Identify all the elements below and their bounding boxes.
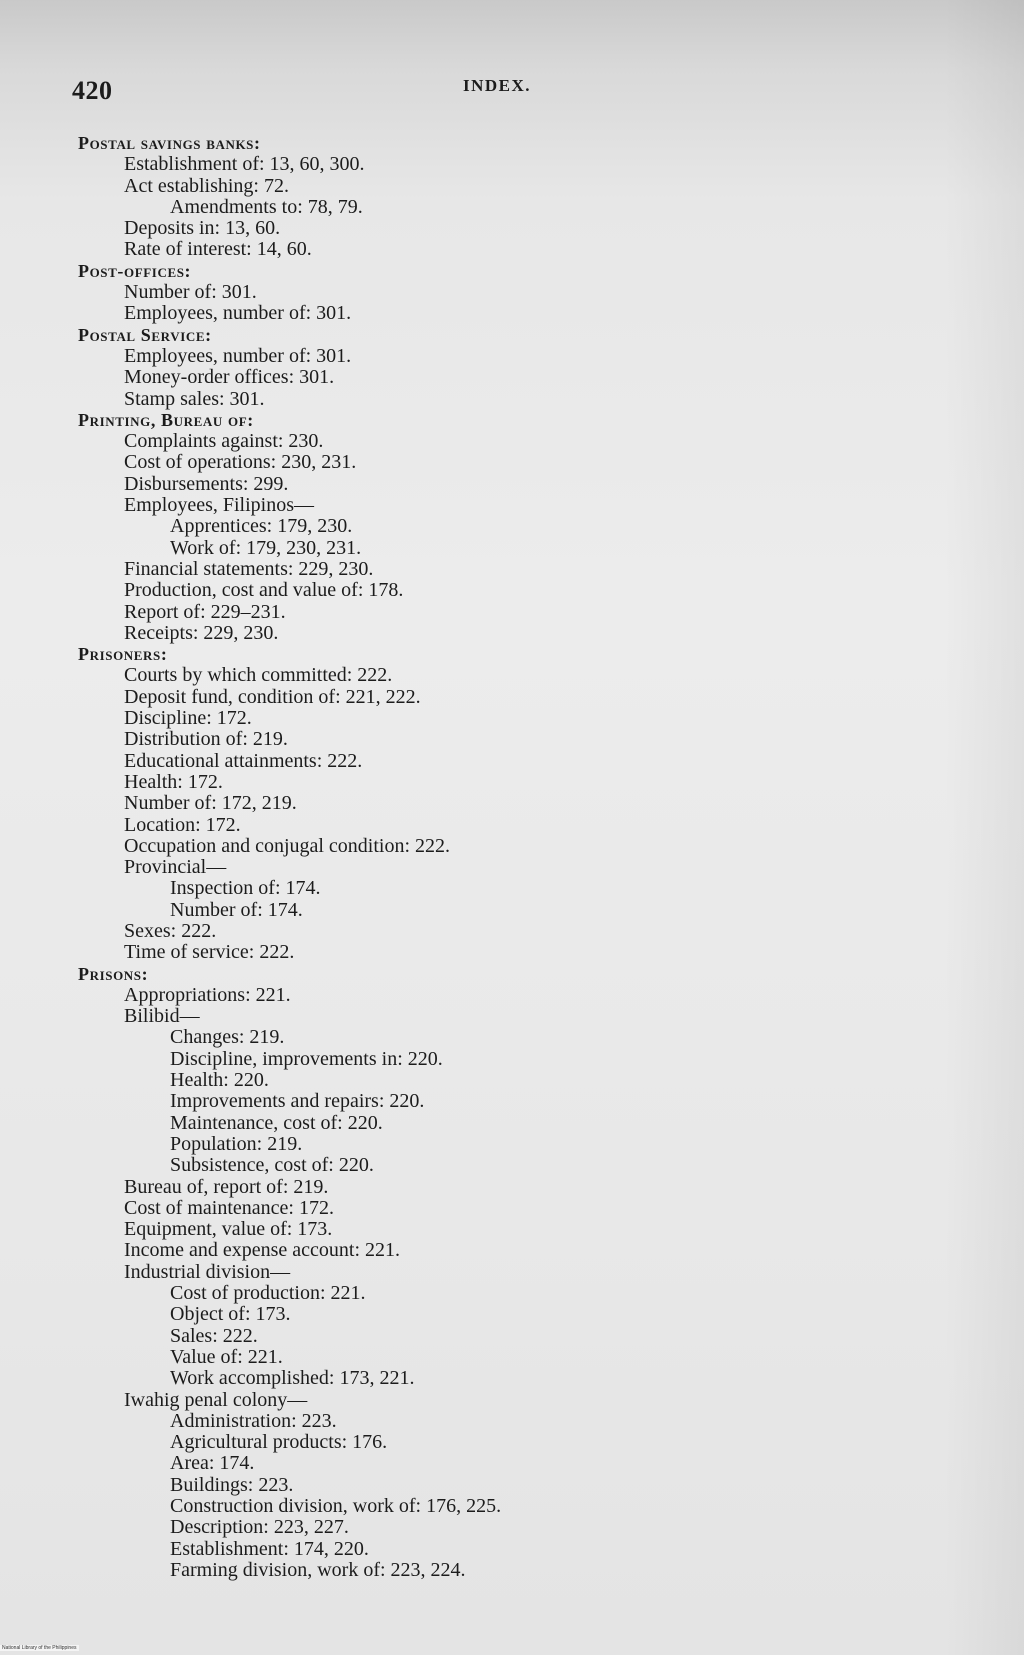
index-entry: Provincial— — [124, 856, 227, 879]
index-subentry: Maintenance, cost of: 220. — [170, 1111, 383, 1134]
index-entry: Money-order offices: 301. — [124, 366, 335, 389]
index-entry: Cost of maintenance: 172. — [124, 1196, 334, 1219]
index-entry: Employees, number of: 301. — [124, 344, 352, 367]
index-entry: Appropriations: 221. — [124, 983, 291, 1006]
index-entry: Bureau of, report of: 219. — [124, 1175, 329, 1198]
index-entry: Employees, number of: 301. — [124, 302, 352, 325]
index-heading: Post-offices: — [78, 260, 192, 281]
index-entry: Occupation and conjugal condition: 222. — [124, 834, 451, 857]
index-subentry: Farming division, work of: 223, 224. — [170, 1558, 466, 1581]
index-entry: Health: 172. — [124, 770, 223, 793]
index-entry: Disbursements: 299. — [124, 472, 289, 495]
index-entry: Number of: 172, 219. — [124, 792, 297, 815]
index-subentry: Description: 223, 227. — [170, 1516, 349, 1539]
index-subentry: Health: 220. — [170, 1069, 269, 1092]
index-entry: Courts by which committed: 222. — [124, 664, 393, 687]
index-subentry: Value of: 221. — [170, 1345, 283, 1368]
index-subentry: Inspection of: 174. — [170, 877, 321, 900]
index-entry: Time of service: 222. — [124, 941, 295, 964]
index-entry: Employees, Filipinos— — [124, 494, 314, 517]
index-entry: Bilibid— — [124, 1005, 200, 1028]
page-number: 420 — [72, 76, 113, 105]
index-entry: Report of: 229–231. — [124, 600, 286, 623]
index-entry: Equipment, value of: 173. — [124, 1218, 333, 1241]
index-heading: Printing, Bureau of: — [78, 409, 254, 430]
index-heading: Prisons: — [78, 963, 149, 984]
index-entry: Sexes: 222. — [124, 919, 217, 942]
index-subentry: Sales: 222. — [170, 1324, 258, 1347]
index-entry: Deposits in: 13, 60. — [124, 217, 281, 240]
index-subentry: Agricultural products: 176. — [170, 1431, 388, 1454]
index-subentry: Number of: 174. — [170, 898, 303, 921]
index-entry: Discipline: 172. — [124, 707, 252, 730]
index-subentry: Amendments to: 78, 79. — [170, 195, 363, 218]
index-entry: Iwahig penal colony— — [124, 1388, 308, 1411]
index-heading: Prisoners: — [78, 644, 168, 665]
index-entry: Production, cost and value of: 178. — [124, 579, 404, 602]
index-subentry: Work accomplished: 173, 221. — [170, 1367, 415, 1390]
index-subentry: Cost of production: 221. — [170, 1282, 366, 1305]
running-title: INDEX. — [463, 76, 532, 95]
index-subentry: Buildings: 223. — [170, 1473, 294, 1496]
scan-credit: National Library of the Philippines — [2, 1645, 77, 1651]
index-entry: Educational attainments: 222. — [124, 749, 363, 772]
index-entry: Deposit fund, condition of: 221, 222. — [124, 685, 421, 708]
index-subentry: Administration: 223. — [170, 1409, 337, 1432]
index-entry: Cost of operations: 230, 231. — [124, 451, 357, 474]
index-subentry: Construction division, work of: 176, 225. — [170, 1495, 502, 1517]
index-entry: Location: 172. — [124, 813, 241, 836]
index-subentry: Area: 174. — [170, 1452, 255, 1475]
index-subentry: Changes: 219. — [170, 1026, 285, 1049]
index-entry: Rate of interest: 14, 60. — [124, 238, 312, 261]
index-entry: Number of: 301. — [124, 281, 257, 304]
index-entry-list — [78, 133, 778, 1581]
index-entry: Income and expense account: 221. — [124, 1239, 401, 1262]
index-entry: Financial statements: 229, 230. — [124, 557, 374, 580]
index-entry: Complaints against: 230. — [124, 430, 324, 453]
index-entry: Receipts: 229, 230. — [124, 621, 279, 644]
index-subentry: Work of: 179, 230, 231. — [170, 536, 362, 559]
index-subentry: Population: 219. — [170, 1132, 303, 1155]
index-subentry: Object of: 173. — [170, 1303, 291, 1326]
index-entry: Establishment of: 13, 60, 300. — [124, 153, 365, 176]
index-subentry: Subsistence, cost of: 220. — [170, 1154, 374, 1177]
index-entry: Industrial division— — [124, 1260, 291, 1283]
page-edge-shadow — [944, 0, 1024, 1655]
index-subentry: Improvements and repairs: 220. — [170, 1090, 425, 1113]
index-heading: Postal savings banks: — [78, 133, 261, 153]
index-entry: Act establishing: 72. — [124, 174, 289, 197]
index-subentry: Establishment: 174, 220. — [170, 1537, 369, 1560]
index-subentry: Discipline, improvements in: 220. — [170, 1047, 443, 1070]
index-entry: Stamp sales: 301. — [124, 387, 265, 410]
index-subentry: Apprentices: 179, 230. — [170, 515, 353, 538]
index-heading: Postal Service: — [78, 324, 212, 345]
index-entry: Distribution of: 219. — [124, 728, 288, 751]
